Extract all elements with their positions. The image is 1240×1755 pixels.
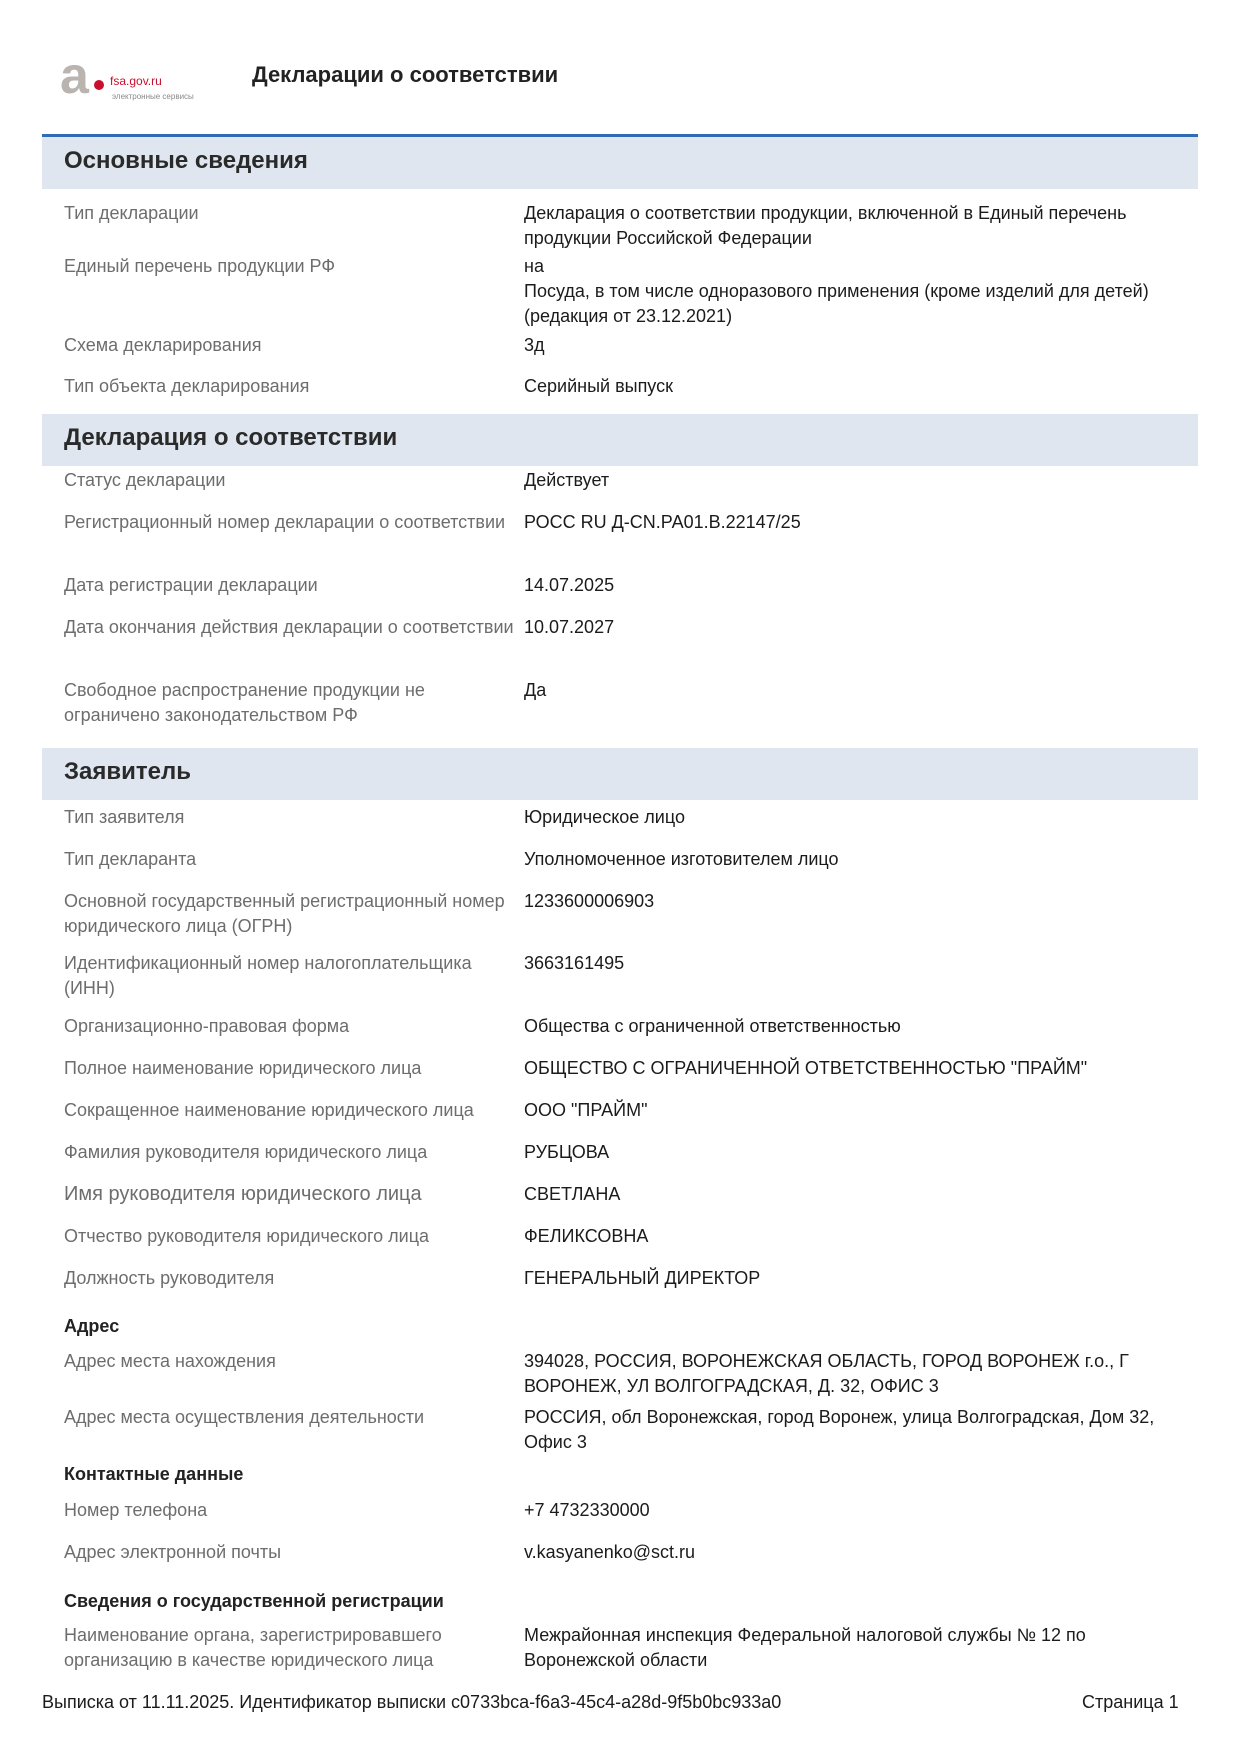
object-type-label: Тип объекта декларирования xyxy=(64,376,310,396)
scheme-label: Схема декларирования xyxy=(64,335,262,355)
head-position-value: ГЕНЕРАЛЬНЫЙ ДИРЕКТОР xyxy=(524,1268,761,1288)
short-name-value: ООО "ПРАЙМ" xyxy=(524,1100,648,1120)
legal-form-value: Общества с ограниченной ответственностью xyxy=(524,1016,901,1036)
email-value: v.kasyanenko@sct.ru xyxy=(524,1542,696,1562)
list-value: Посуда, в том числе одноразового применения (кроме изделий для детей) (редакция от 23.12.2021) xyxy=(524,281,1149,326)
phone-label: Номер телефона xyxy=(64,1500,208,1520)
reg-number-label: Регистрационный номер декларации о соответствии xyxy=(64,512,506,532)
section-applicant-header xyxy=(42,748,1198,800)
footer-page-number: Страница 1 xyxy=(1082,1692,1179,1712)
registering-authority-value: Межрайонная инспекция Федеральной налоговой службы № 12 по Воронежской области xyxy=(524,1625,1086,1670)
page-title: Декларации о соответствии xyxy=(252,62,559,87)
end-date-label: Дата окончания действия декларации о соответствии xyxy=(64,617,514,637)
full-name-label: Полное наименование юридического лица xyxy=(64,1058,422,1078)
inn-value: 3663161495 xyxy=(524,953,625,973)
head-patronymic-value: ФЕЛИКСОВНА xyxy=(524,1226,649,1246)
state-registration-heading: Сведения о государственной регистрации xyxy=(64,1591,444,1611)
location-address-label: Адрес места нахождения xyxy=(64,1351,276,1371)
reg-date-value: 14.07.2025 xyxy=(524,575,615,595)
section-applicant-title: Заявитель xyxy=(64,758,191,785)
decl-type-label: Тип декларации xyxy=(64,203,199,223)
page-header xyxy=(60,47,1200,112)
head-surname-value: РУБЦОВА xyxy=(524,1142,610,1162)
status-value: Действует xyxy=(524,470,610,490)
reg-number-value: РОСС RU Д-CN.РА01.В.22147/25 xyxy=(524,512,801,532)
inn-label: Идентификационный номер налогоплательщика (ИНН) xyxy=(64,953,472,998)
free-circulation-value: Да xyxy=(524,680,547,700)
ogrn-value: 1233600006903 xyxy=(524,891,655,911)
scheme-value: 3д xyxy=(524,335,545,355)
section-basic-title: Основные сведения xyxy=(64,147,308,174)
head-position-label: Должность руководителя xyxy=(64,1268,275,1288)
head-firstname-label: Имя руководителя юридического лица xyxy=(64,1183,422,1205)
declarant-type-value: Уполномоченное изготовителем лицо xyxy=(524,849,839,869)
applicant-type-value: Юридическое лицо xyxy=(524,807,685,827)
registering-authority-label: Наименование органа, зарегистрировавшего организацию в качестве юридического лица xyxy=(64,1625,442,1670)
logo-subtitle: электронные сервисы xyxy=(112,92,194,101)
section-declaration-title: Декларация о соответствии xyxy=(64,424,398,451)
fsa-logo[interactable] xyxy=(60,47,210,112)
short-name-label: Сокращенное наименование юридического лица xyxy=(64,1100,474,1120)
section-basic-header xyxy=(42,137,1198,189)
footer-extract-id: Выписка от 11.11.2025. Идентификатор выписки c0733bca-f6a3-45c4-a28d-9f5b0bc933a0 xyxy=(42,1692,782,1712)
address-heading: Адрес xyxy=(64,1316,120,1336)
object-type-value: Серийный выпуск xyxy=(524,376,673,396)
head-surname-label: Фамилия руководителя юридического лица xyxy=(64,1142,428,1162)
reg-date-label: Дата регистрации декларации xyxy=(64,575,318,595)
list-value-prefix: на xyxy=(524,256,544,276)
decl-type-value: Декларация о соответствии продукции, включенной в Единый перечень продукции Российской Федерации xyxy=(524,203,1127,248)
head-patronymic-label: Отчество руководителя юридического лица xyxy=(64,1226,430,1246)
ogrn-label: Основной государственный регистрационный номер юридического лица (ОГРН) xyxy=(64,891,505,936)
head-firstname-value: СВЕТЛАНА xyxy=(524,1184,621,1204)
phone-value: +7 4732330000 xyxy=(524,1500,650,1520)
logo-letter-icon: a xyxy=(60,47,89,105)
declarant-type-label: Тип декларанта xyxy=(64,849,197,869)
applicant-type-label: Тип заявителя xyxy=(64,807,185,827)
legal-form-label: Организационно-правовая форма xyxy=(64,1016,350,1036)
activity-address-value: РОССИЯ, обл Воронежская, город Воронеж, улица Волгоградская, Дом 32, Офис 3 xyxy=(524,1407,1155,1452)
email-label: Адрес электронной почты xyxy=(64,1542,282,1562)
status-label: Статус декларации xyxy=(64,470,226,490)
activity-address-label: Адрес места осуществления деятельности xyxy=(64,1407,425,1427)
full-name-value: ОБЩЕСТВО С ОГРАНИЧЕННОЙ ОТВЕТСТВЕННОСТЬЮ "ПРАЙМ" xyxy=(524,1058,1088,1078)
free-circulation-label: Свободное распространение продукции не ограничено законодательством РФ xyxy=(64,680,425,725)
end-date-value: 10.07.2027 xyxy=(524,617,615,637)
list-label: Единый перечень продукции РФ xyxy=(64,256,336,276)
section-declaration-header xyxy=(42,414,1198,466)
contacts-heading: Контактные данные xyxy=(64,1464,244,1484)
logo-site-text: fsa.gov.ru xyxy=(110,74,162,88)
logo-dot-icon xyxy=(94,80,104,90)
location-address-value: 394028, РОССИЯ, ВОРОНЕЖСКАЯ ОБЛАСТЬ, ГОРОД ВОРОНЕЖ г.о., Г ВОРОНЕЖ, УЛ ВОЛГОГРАДСКАЯ, Д. 32, ОФИС 3 xyxy=(524,1351,1129,1396)
